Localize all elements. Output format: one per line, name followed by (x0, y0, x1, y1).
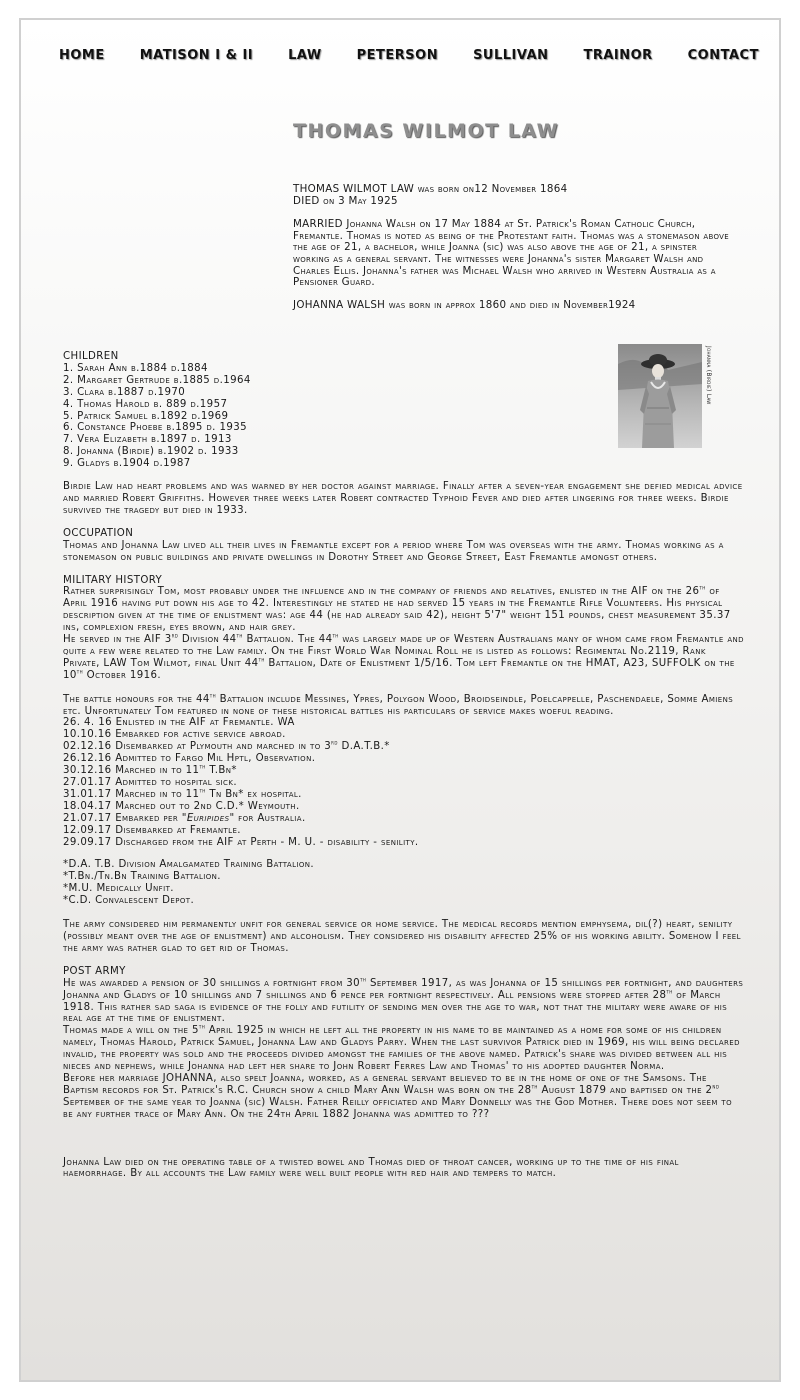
nav-peterson[interactable]: PETERSON (356, 48, 439, 63)
nav-trainor[interactable]: TRAINOR (583, 48, 653, 63)
main-nav (59, 48, 759, 63)
main-content (63, 351, 745, 1180)
child-item: 1. Sarah Ann b.1884 d.1884 (63, 362, 208, 374)
service-entry: 29.09.17 Discharged from the AIF at Perth - M. U. - disability - senility. (63, 836, 419, 848)
nav-sullivan[interactable]: SULLIVAN (473, 48, 549, 63)
birdie-paragraph: Birdie Law had heart problems and was warned by her doctor against marriage. Finally after a seven-year engagement she defied medical advice and married Robert Griffiths. However three weeks later Robert contracted Typhoid Fever and died after lingering for three weeks. Birdie survived the tragedy but died in 1933. (63, 481, 743, 516)
military-heading: MILITARY HISTORY (63, 574, 163, 586)
children-heading: CHILDREN (63, 351, 119, 362)
post-army-paragraph-3: Before her marriage JOHANNA, also spelt Joanna, worked, as a general servant believed to be in the home of one of the Samsons. The Baptism records for St. Patrick's R.C. Church show a child Mary Ann Walsh was born on the 28th August 1879 and baptised on the 2nd September of the same year to Joanna (sic) Walsh. Father Reilly officiated and Mary Donnelly was the God Mother. There does not seem to be any further trace of Mary Ann. On the 24th April 1882 Johanna was admitted to ??? (63, 1072, 732, 1120)
service-entry: 27.01.17 Admitted to hospital sick. (63, 777, 237, 788)
footnote: *C.D. Convalescent Depot. (63, 895, 195, 907)
child-item: 7. Vera Elizabeth b.1897 d. 1913 (63, 434, 232, 446)
child-item: 3. Clara b.1887 d.1970 (63, 386, 186, 398)
married-paragraph: MARRIED Johanna Walsh on 17 May 1884 at St. Patrick's Roman Catholic Church, Fremantle. Thomas is noted as being of the Protestant faith. Thomas was a stonemason above the age of 21, a bachelor, while Joanna (sic) was also above the age of 21, a spinster working as a general servant. The witnesses were Johanna's sister Margaret Walsh and Charles Ellis. Johanna's father was Michael Walsh who arrived in Western Australia as a Pensioner Guard. (293, 218, 729, 289)
child-item: 2. Margaret Gertrude b.1885 d.1964 (63, 374, 251, 386)
born-line: THOMAS WILMOT LAW was born on12 November 1864 (293, 183, 568, 195)
child-item: 4. Thomas Harold b. 889 d.1957 (63, 398, 228, 410)
footnote: *D.A. T.B. Division Amalgamated Training Battalion. (63, 859, 315, 871)
photo-caption: Johanna (Birdie) Law (705, 346, 712, 405)
service-entry: 02.12.16 Disembarked at Plymouth and marched in to 3rd D.A.T.B.* (63, 739, 390, 753)
military-paragraph-1: Rather surprisingly Tom, most probably under the influence and in the company of friends and relatives, enlisted in the AIF on the 26th of April 1916 having put down his age to 42. Interestingly he stated he had served 15 years in the Fremantle Rifle Volunteers. His physical description given at the time of enlistment was: age 44 (he had already said 42), height 5'7" weight 151 pounds, chest measurement 35.37 ins, complexion fresh, eyes brown, and hair grey. (63, 585, 731, 634)
post-army-paragraph-2: Thomas made a will on the 5th April 1925 in which he left all the property in his name to be maintained as a home for some of his children namely, Thomas Harold, Patrick Samuel, Johanna Law and Gladys Parry. When the last survivor Patrick died in 1969, his will being declared invalid, the property was sold and the proceeds divided amongst the families of the above named. Patrick's share was divided between all his nieces and nephews, while Johanna had left her share to John Robert Ferres Law and Thomas' to his adopted daughter Norma. (63, 1023, 740, 1073)
intro-section (293, 184, 733, 322)
occupation-paragraph: Thomas and Johanna Law lived all their lives in Fremantle except for a period where Tom was overseas with the army. Thomas working as a stonemason on public buildings and private dwellings in Dorothy Street and George Street, East Fremantle amongst others. (63, 539, 724, 563)
service-entry: 30.12.16 Marched in to 11th T.Bn* (63, 763, 237, 777)
service-entry: 10.10.16 Embarked for active service abroad. (63, 729, 286, 741)
footnote: *M.U. Medically Unfit. (63, 883, 174, 895)
child-item: 6. Constance Phoebe b.1895 d. 1935 (63, 422, 247, 434)
occupation-heading: OCCUPATION (63, 527, 134, 539)
post-army-heading: POST ARMY (63, 965, 126, 977)
child-item: 5. Patrick Samuel b.1892 d.1969 (63, 410, 229, 422)
unfit-paragraph: The army considered him permanently unfit for general service or home service. The medical records mention emphysema, dil(?) heart, senility (possibly meant over the age of enlistment) and alcoholism. They considered his disability affected 25% of his working ability. Somehow I feel the army was rather glad to get rid of Thomas. (63, 919, 741, 954)
military-paragraph-2: He served in the AIF 3rd Division 44th Battalion. The 44th was largely made up of Western Australians many of whom came from Fremantle and quite a few were related to the Law family. On the First World War Nominal Roll he is listed as follows: Regimental No.2119, Rank Private, LAW Tom Wilmot, final Unit 44th Battalion, Date of Enlistment 1/5/16. Tom left Fremantle on the HMAT, A23, SUFFOLK on the 10th October 1916. (63, 632, 744, 681)
page-frame (19, 18, 781, 1382)
page-title: THOMAS WILMOT LAW (293, 120, 560, 142)
final-paragraph: Johanna Law died on the operating table of a twisted bowel and Thomas died of throat cancer, working up to the time of his final haemorrhage. By all accounts the Law family were well built people with red hair and tempers to match. (63, 1156, 679, 1180)
service-entry: 18.04.17 Marched out to 2nd C.D.* Weymouth. (63, 800, 300, 812)
battles-paragraph: The battle honours for the 44th Battalion include Messines, Ypres, Polygon Wood, Broidseindle, Poelcappelle, Paschendaele, Somme Amiens etc. Unfortunately Tom featured in none of these historical battles his particulars of service makes woeful reading. (63, 692, 734, 717)
service-entry: 21.07.17 Embarked per "Euripides" for Australia. (63, 812, 306, 824)
service-entry: 31.01.17 Marched in to 11th Tn Bn* ex hospital. (63, 787, 302, 800)
nav-matison[interactable]: MATISON I & II (139, 48, 254, 63)
nav-law[interactable]: LAW (288, 48, 322, 63)
died-line: DIED on 3 May 1925 (293, 194, 398, 207)
service-entry: 12.09.17 Disembarked at Fremantle. (63, 824, 241, 836)
child-item: 9. Gladys b.1904 d.1987 (63, 458, 191, 470)
post-army-paragraph-1: He was awarded a pension of 30 shillings a fortnight from 30th September 1917, as was Johanna of 15 shillings per fortnight, and daughters Johanna and Gladys of 10 shillings and 7 shillings and 6 pence per fortnight respectively. All pensions were stopped after 28th of March 1918. This rather sad saga is evidence of the folly and futility of sending men over the age to war, not that the military were aware of his real age at the time of enlistment. (63, 976, 744, 1025)
service-entry: 26. 4. 16 Enlisted in the AIF at Fremantle. WA (63, 717, 295, 729)
service-entry: 26.12.16 Admitted to Fargo Mil Hptl, Observation. (63, 753, 316, 765)
nav-contact[interactable]: CONTACT (687, 48, 759, 63)
johanna-line: JOHANNA WALSH was born in approx 1860 and died in November1924 (293, 298, 636, 311)
nav-home[interactable]: HOME (59, 48, 105, 63)
footnote: *T.Bn./Tn.Bn Training Battalion. (63, 871, 221, 883)
child-item: 8. Johanna (Birdie) b.1902 d. 1933 (63, 446, 239, 458)
